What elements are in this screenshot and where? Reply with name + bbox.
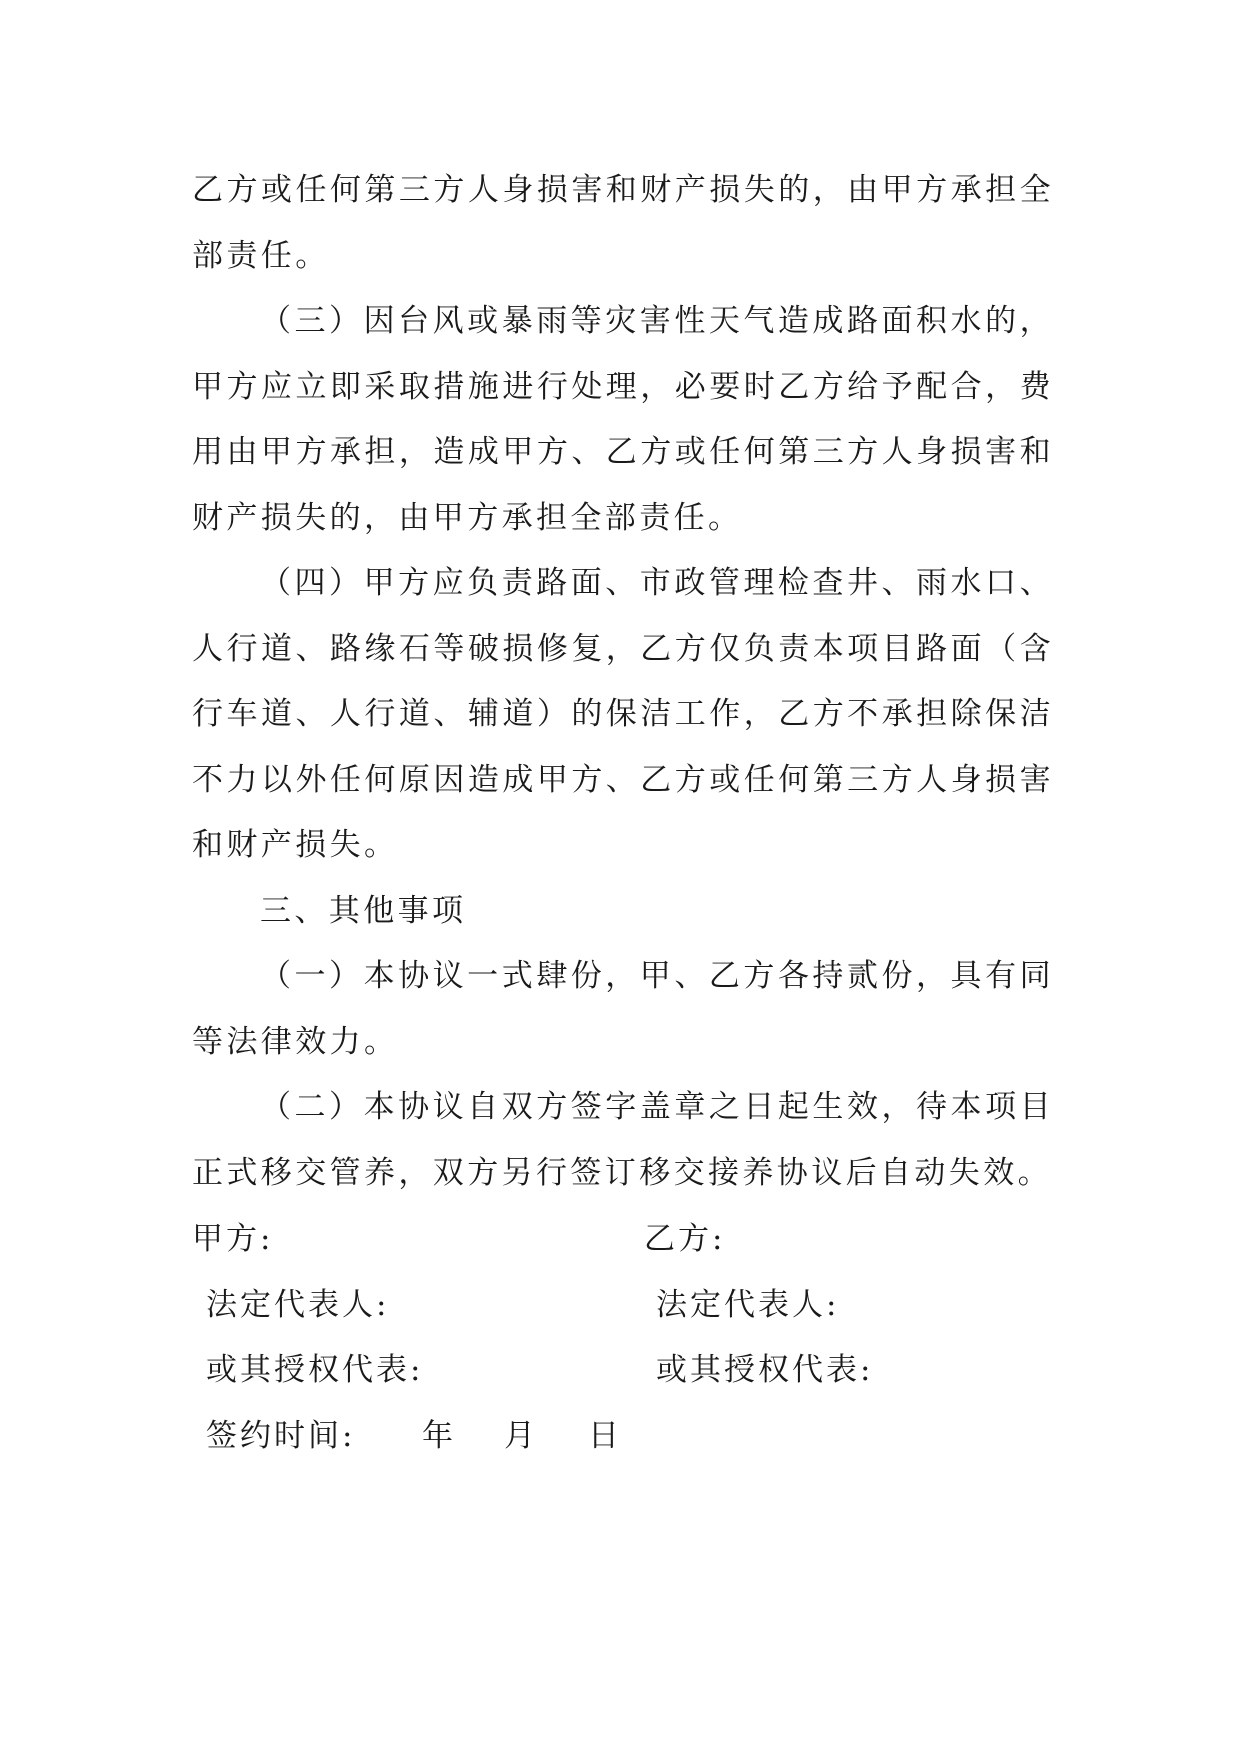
paragraph-continuation: 乙方或任何第三方人身损害和财产损失的，由甲方承担全部责任。: [192, 172, 1054, 274]
party-b-legal-rep-label: 法定代表人:: [656, 1286, 840, 1323]
party-row: [192, 1207, 1054, 1273]
agreement-body: [192, 158, 1054, 1206]
party-b-label: 乙方:: [644, 1221, 726, 1257]
signing-date-label: 签约时间:: [206, 1417, 356, 1454]
authorized-rep-row: [192, 1338, 1054, 1404]
party-b-authorized-label: 或其授权代表:: [656, 1352, 874, 1388]
party-a-legal-rep-label: 法定代表人:: [206, 1286, 390, 1323]
legal-rep-row: [192, 1273, 1054, 1339]
other-clause-2: （二）本协议自双方签字盖章之日起生效，待本项目正式移交管养，双方另行签订移交接养协议后自动失效。: [192, 1089, 1054, 1191]
date-month-label: 月: [504, 1417, 538, 1454]
date-year-label: 年: [422, 1417, 456, 1454]
clause-3: （三）因台风或暴雨等灾害性天气造成路面积水的，甲方应立即采取措施进行处理，必要时乙方给予配合，费用由甲方承担，造成甲方、乙方或任何第三方人身损害和财产损失的，由甲方承担全部责任。: [192, 303, 1054, 536]
signature-block: [192, 1207, 1054, 1469]
clause-4: （四）甲方应负责路面、市政管理检查井、雨水口、人行道、路缘石等破损修复，乙方仅负责本项目路面（含行车道、人行道、辅道）的保洁工作，乙方不承担除保洁不力以外任何原因造成甲方、乙方或任何第三方人身损害和财产损失。: [192, 565, 1054, 863]
date-day-label: 日: [588, 1417, 622, 1454]
other-clause-1: （一）本协议一式肆份，甲、乙方各持贰份，具有同等法律效力。: [192, 958, 1054, 1060]
party-a-authorized-label: 或其授权代表:: [206, 1352, 424, 1388]
signing-date-row: [192, 1404, 1054, 1470]
party-a-label: 甲方:: [192, 1221, 274, 1257]
section-heading-other-matters: 三、其他事项: [260, 892, 467, 929]
